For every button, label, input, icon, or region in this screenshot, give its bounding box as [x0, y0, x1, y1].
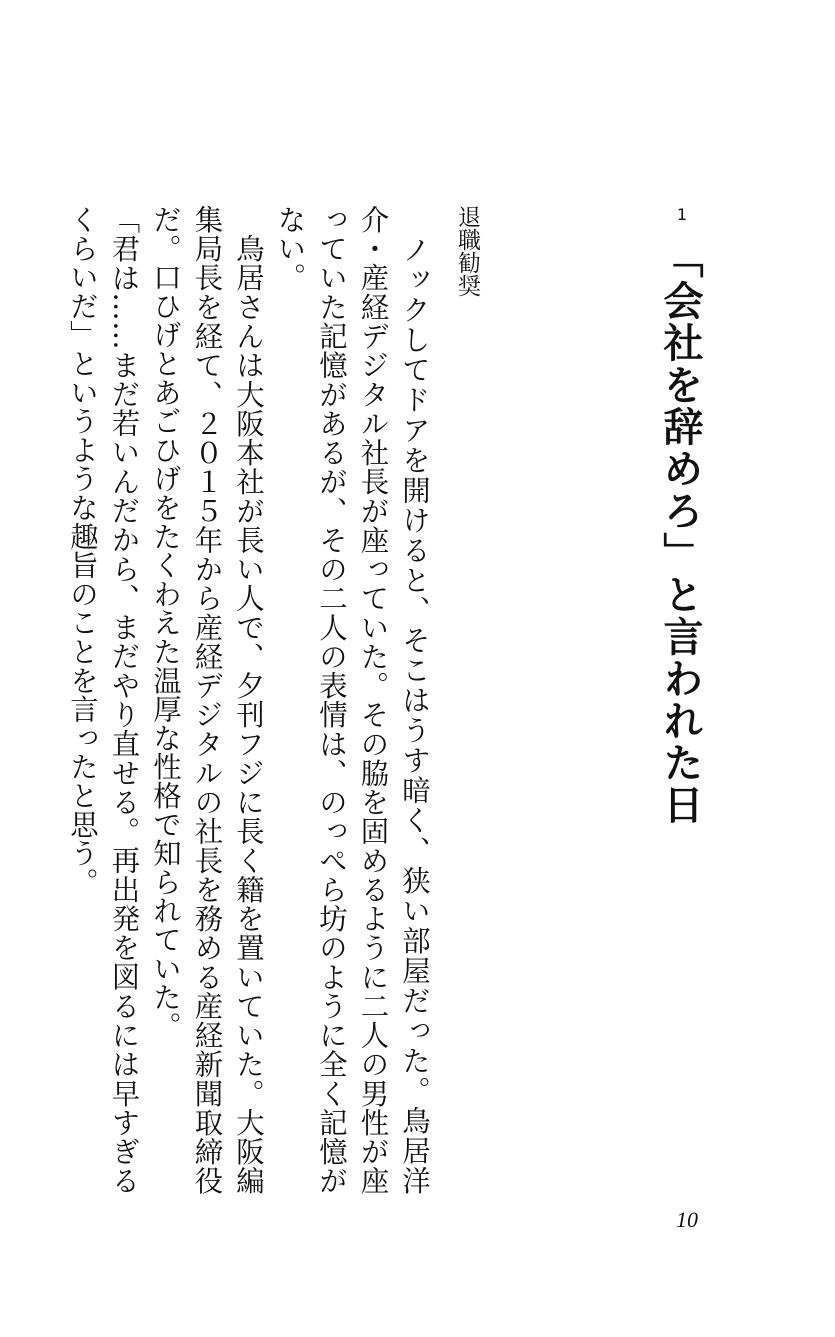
- paragraph-1: ノックしてドアを開けると、そこはうす暗く、狭い部屋だった。鳥居洋介・産経デジタル社長が座っていた。その脇を固めるように二人の男性が座っていた記憶があるが、その二人の表情は、のっぺら坊のように全く記憶がない。: [273, 205, 431, 1195]
- body-text: [62, 205, 436, 1195]
- chapter-title: 「会社を辞めろ」と言われた日: [657, 238, 703, 826]
- chapter-number: 1: [676, 205, 688, 224]
- page-number: 10: [676, 1207, 698, 1232]
- paragraph-3: 「君は……まだ若いんだから、まだやり直せる。再出発を図るには早すぎるくらいだ」というような趣旨のことを言ったと思う。: [66, 205, 141, 1195]
- section-heading: 退職勧奨: [454, 205, 480, 297]
- paragraph-2: 鳥居さんは大阪本社が長い人で、夕刊フジに長く籍を置いていた。大阪編集局長を経て、２０１５年から産経デジタルの社長を務める産経新聞取締役だ。口ひげとあごひげをたくわえた温厚な性格で知られていた。: [149, 205, 265, 1195]
